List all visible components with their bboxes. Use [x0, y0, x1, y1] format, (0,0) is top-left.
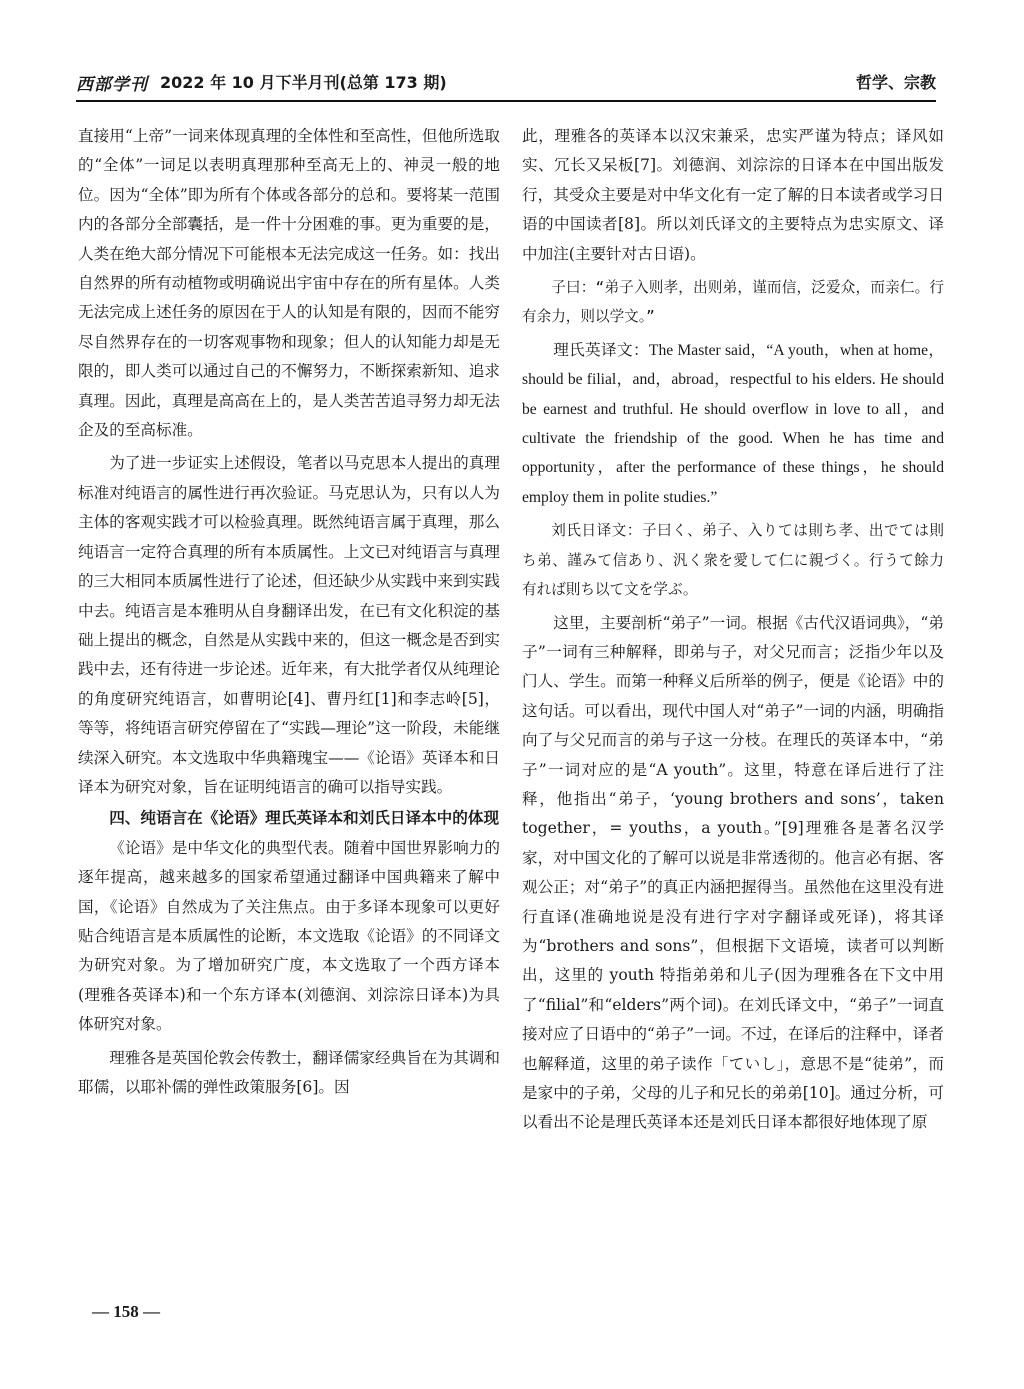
paragraph: 此，理雅各的英译本以汉宋兼采，忠实严谨为特点；译风如实、冗长又呆板[7]。刘德润、刘淙淙的日译本在中国出版发行，其受众主要是对中华文化有一定了解的日本读者或学习日语的中国读者[8]。所以刘氏译文的主要特点为忠实原文、译中加注(主要针对古日语)。: [522, 127, 944, 263]
paragraph: 直接用“上帝”一词来体现真理的全体性和至高性，但他所选取的“全体”一词足以表明真理那种至高无上的、神灵一般的地位。因为“全体”即为所有个体或各部分的总和。要将某一范围内的各部分全部囊括，是一件十分困难的事。更为重要的是，人类在绝大部分情况下可能根本无法完成这一任务。如：找出自然界的所有动植物或明确说出宇宙中存在的所有星体。人类无法完成上述任务的原因在于人的认知是有限的，因而不能穷尽自然界存在的一切客观事物和现象；但人的认知能力却是无限的，即人类可以通过自己的不懈努力，不断探索新知、追求真理。因此，真理是高高在上的，是人类苦苦追寻努力却无法企及的至高标准。: [78, 127, 500, 440]
quote-english-translation: 理氏英译文：The Master said，“A youth，when at home，should be filial，and，abroad，respectful to his elders. He should be earnest and truthful. He should overflow in love to all，and cultivate the friendship of the good. When he has time and opportunity，after the performance of these things，he should employ them in polite studies.”: [522, 341, 944, 506]
paragraph: 这里，主要剖析“弟子”一词。根据《古代汉语词典》，“弟子”一词有三种解释，即弟与子，对父兄而言；泛指少年以及门人、学生。而第一种释义后所举的例子，便是《论语》中的这句话。可以看出，现代中国人对“弟子”一词的内涵，明确指向了与父兄而言的弟与子这一分枝。在理氏的英译本中，“弟子”一词对应的是“A youth”。这里，特意在译后进行了注释，他指出“弟子，‘young brothers and sons’，taken together，= youths，a youth。”[9]理雅各是著名汉学家，对中国文化的了解可以说是非常透彻的。他言必有据、客观公正；对“弟子”的真正内涵把握得当。虽然他在这里没有进行直译(准确地说是没有进行字对字翻译或死译)，将其译为“brothers and sons”，但根据下文语境，读者可以判断出，这里的 youth 特指弟弟和儿子(因为理雅各在下文中用了“filial”和“elders”两个词)。在刘氏译文中，“弟子”一词直接对应了日语中的“弟子”一词。不过，在译后的注释中，译者也解释道，这里的弟子读作「ていし」，意思不是“徒弟”，而是家中的子弟，父母的儿子和兄长的弟弟[10]。通过分析，可以看出不论是理氏英译本还是刘氏日译本都很好地体现了原: [522, 613, 944, 1132]
section-heading: 四、纯语言在《论语》理氏英译本和刘氏日译本中的体现: [109, 809, 500, 828]
paragraph: 为了进一步证实上述假设，笔者以马克思本人提出的真理标准对纯语言的属性进行再次验证。马克思认为，只有以人为主体的客观实践才可以检验真理。既然纯语言属于真理，那么纯语言一定符合真理的所有本质属性。上文已对纯语言与真理的三大相同本质属性进行了论述，但还缺少从实践中来到实践中去。纯语言是本雅明从自身翻译出发，在已有文化积淀的基础上提出的概念，自然是从实践中来的，但这一概念是否到实践中去，还有待进一步论述。近年来，有大批学者仅从纯理论的角度研究纯语言，如曹明论[4]、曹丹红[1]和李志岭[5]，等等，将纯语言研究停留在了“实践—理论”这一阶段，未能继续深入研究。本文选取中华典籍瑰宝——《论语》英译本和日译本为研究对象，旨在证明纯语言的确可以指导实践。: [78, 454, 500, 796]
paragraph: 理雅各是英国伦敦会传教士，翻译儒家经典旨在为其调和耶儒，以耶补儒的弹性政策服务[6]。因: [78, 1048, 500, 1096]
paragraph: 《论语》是中华文化的典型代表。随着中国世界影响力的逐年提高，越来越多的国家希望通过翻译中国典籍来了解中国，《论语》自然成为了关注焦点。由于多译本现象可以更好贴合纯语言是本质属性的论断，本文选取《论语》的不同译文为研究对象。为了增加研究广度，本文选取了一个西方译本(理雅各英译本)和一个东方译本(刘德润、刘淙淙日译本)为具体研究对象。: [78, 838, 500, 1034]
section-title: 哲学、宗教: [855, 73, 936, 92]
quote-original: 子曰：“弟子入则孝，出则弟，谨而信，泛爱众，而亲仁。行有余力，则以学文。”: [522, 279, 944, 326]
right-column: [522, 122, 944, 1138]
quote-japanese-translation: 刘氏日译文：子曰く、弟子、入りては則ち孝、出でては則ち弟、謹みて信あり、汎く衆を愛して仁に親づく。行うて餘力有れば則ち以て文を学ぶ。: [522, 522, 944, 599]
left-column: [78, 122, 500, 1102]
journal-logo: 西部学刊: [76, 75, 148, 95]
issue-info: 2022 年 10 月下半月刊(总第 173 期): [160, 73, 447, 92]
page-number: — 158 —: [92, 1302, 160, 1321]
page-header: [76, 68, 936, 102]
